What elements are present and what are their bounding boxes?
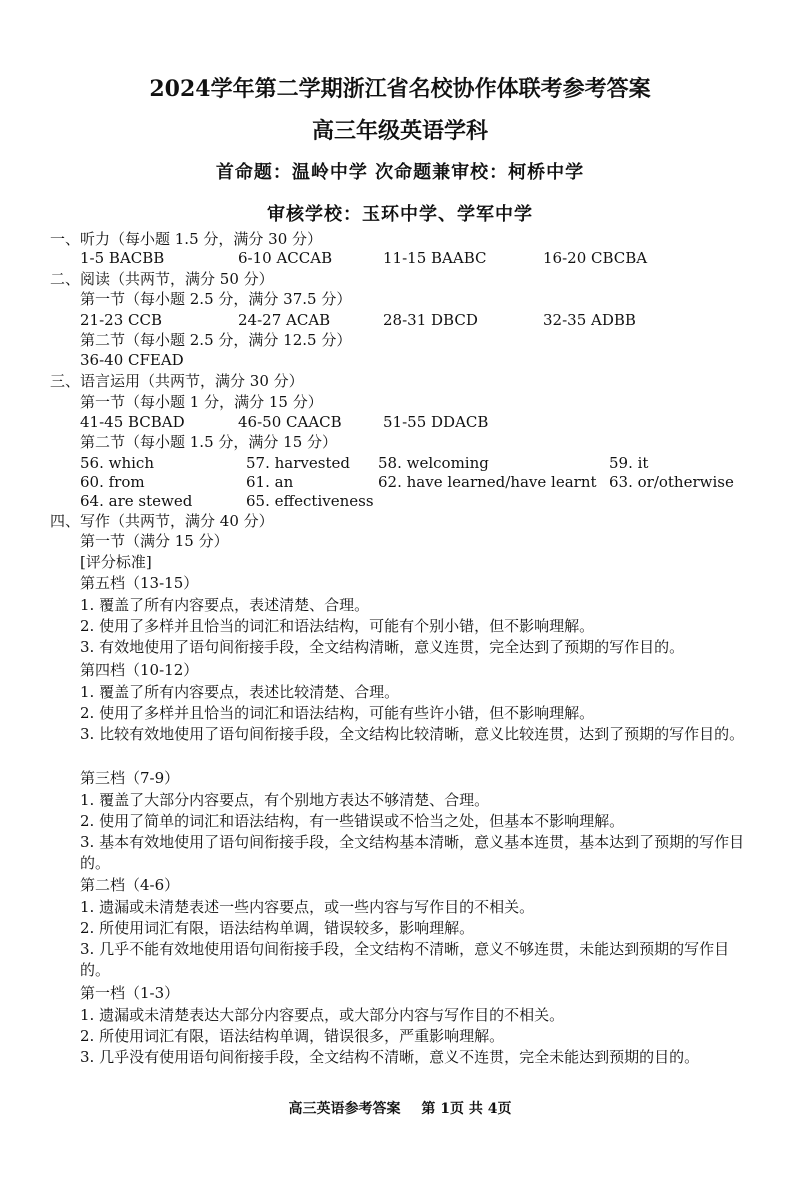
criteria-label: [评分标准]: [80, 553, 152, 571]
reading-section2: 第二节（每小题 2.5 分，满分 12.5 分）: [80, 331, 352, 349]
page-footer: [0, 1098, 800, 1118]
answer-group: 28-31 DBCD: [383, 311, 478, 329]
criteria-item: 1. 遗漏或未清楚表述一些内容要点，或一些内容与写作目的不相关。: [80, 898, 535, 916]
criteria-item: 1. 遗漏或未清楚表达大部分内容要点，或大部分内容与写作目的不相关。: [80, 1006, 565, 1024]
page-title: 2024学年第二学期浙江省名校协作体联考参考答案: [149, 76, 651, 102]
answer-group: 11-15 BAABC: [383, 249, 487, 267]
answer-item: 58. welcoming: [378, 454, 489, 472]
answer-group: 32-35 ADBB: [543, 311, 636, 329]
criteria-item: 3. 几乎没有使用语句间衔接手段，全文结构不清晰，意义不连贯，完全未能达到预期的目的。: [80, 1048, 700, 1066]
level-title: 第二档（4-6）: [80, 876, 180, 894]
reviewer-line: 审核学校：玉环中学、学军中学: [267, 204, 533, 225]
level-title: 第五档（13-15）: [80, 574, 199, 592]
criteria-item: 3. 几乎不能有效地使用语句间衔接手段，全文结构不清晰，意义不够连贯，未能达到预期的写作目的。: [80, 940, 730, 979]
criteria-item: 2. 使用了简单的词汇和语法结构，有一些错误或不恰当之处，但基本不影响理解。: [80, 812, 625, 830]
answer-item: 64. are stewed: [80, 492, 193, 510]
criteria-item: 2. 使用了多样并且恰当的词汇和语法结构，可能有些许小错，但不影响理解。: [80, 704, 595, 722]
answer-group: 46-50 CAACB: [238, 413, 342, 431]
criteria-item: 2. 所使用词汇有限，语法结构单调，错误很多，严重影响理解。: [80, 1027, 505, 1045]
level-title: 第一档（1-3）: [80, 984, 180, 1002]
writing-section1: 第一节（满分 15 分）: [80, 532, 229, 550]
author-line: 首命题：温岭中学 次命题兼审校：柯桥中学: [215, 162, 585, 183]
criteria-item: 1. 覆盖了大部分内容要点，有个别地方表达不够清楚、合理。: [80, 791, 490, 809]
answer-item: 59. it: [609, 454, 649, 472]
answer-group: 36-40 CFEAD: [80, 351, 184, 369]
answer-item: 62. have learned/have learnt: [378, 473, 597, 491]
answer-group: 6-10 ACCAB: [238, 249, 333, 267]
level-title: 第三档（7-9）: [80, 769, 180, 787]
answer-group: 51-55 DDACB: [383, 413, 489, 431]
language-section2: 第二节（每小题 1.5 分，满分 15 分）: [80, 433, 338, 451]
answer-item: 56. which: [80, 454, 154, 472]
criteria-item: 3. 比较有效地使用了语句间衔接手段，全文结构比较清晰，意义比较连贯，达到了预期的写作目的。: [80, 725, 745, 743]
criteria-item: 3. 基本有效地使用了语句间衔接手段，全文结构基本清晰，意义基本连贯，基本达到了预期的写作目的。: [80, 833, 745, 872]
writing-heading: 四、写作（共两节，满分 40 分）: [50, 512, 274, 530]
reading-heading: 二、阅读（共两节，满分 50 分）: [50, 270, 274, 288]
answer-item: 61. an: [246, 473, 294, 491]
page-subtitle: 高三年级英语学科: [311, 118, 488, 144]
footer-doc-name: 高三英语参考答案: [288, 1101, 401, 1117]
criteria-item: 1. 覆盖了所有内容要点，表述比较清楚、合理。: [80, 683, 400, 701]
criteria-item: 2. 使用了多样并且恰当的词汇和语法结构，可能有个别小错，但不影响理解。: [80, 617, 595, 635]
answer-item: 63. or/otherwise: [609, 473, 734, 491]
answer-group: 16-20 CBCBA: [543, 249, 648, 267]
answer-group: 41-45 BCBAD: [80, 413, 185, 431]
reading-section1: 第一节（每小题 2.5 分，满分 37.5 分）: [80, 290, 352, 308]
language-section1: 第一节（每小题 1 分，满分 15 分）: [80, 393, 323, 411]
criteria-item: 3. 有效地使用了语句间衔接手段，全文结构清晰，意义连贯，完全达到了预期的写作目的。: [80, 638, 685, 656]
criteria-item: 2. 所使用词汇有限，语法结构单调，错误较多，影响理解。: [80, 919, 475, 937]
answer-group: 21-23 CCB: [80, 311, 162, 329]
criteria-item: 1. 覆盖了所有内容要点，表述清楚、合理。: [80, 596, 370, 614]
listening-heading: 一、听力（每小题 1.5 分，满分 30 分）: [50, 230, 323, 248]
answer-item: 60. from: [80, 473, 145, 491]
answer-item: 57. harvested: [246, 454, 350, 472]
language-heading: 三、语言运用（共两节，满分 30 分）: [50, 372, 304, 390]
answer-item: 65. effectiveness: [246, 492, 374, 510]
level-title: 第四档（10-12）: [80, 661, 199, 679]
answer-group: 24-27 ACAB: [238, 311, 331, 329]
footer-page-number: 第 1页 共 4页: [421, 1101, 512, 1117]
answer-group: 1-5 BACBB: [80, 249, 165, 267]
